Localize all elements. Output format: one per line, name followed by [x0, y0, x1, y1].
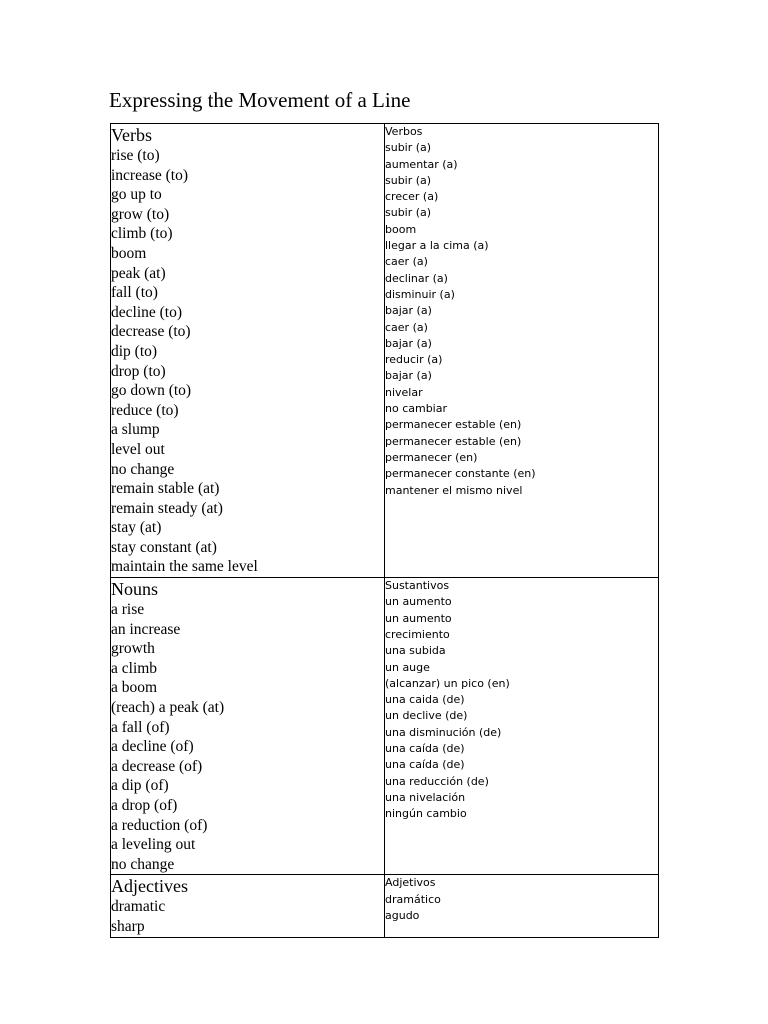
verbs-english-term: no change — [111, 460, 175, 478]
verbs-english-term: remain steady (at) — [111, 499, 223, 517]
verbs-row — [111, 124, 659, 578]
verbs-english-term: a slump — [111, 421, 160, 439]
nouns-english-term: a rise — [111, 601, 145, 619]
nouns-english-term: a decrease (of) — [111, 757, 203, 775]
verbs-spanish-term: nivelar — [385, 385, 423, 399]
verbs-english-term: climb (to) — [111, 225, 173, 243]
verbs-spanish-term: disminuir (a) — [385, 287, 455, 301]
adjectives-spanish-heading: Adjetivos — [385, 876, 436, 890]
verbs-english-term: go down (to) — [111, 382, 192, 400]
verbs-spanish-term: mantener el mismo nivel — [385, 483, 523, 497]
nouns-spanish-term: una disminución (de) — [385, 725, 502, 739]
verbs-english-term: level out — [111, 440, 165, 458]
verbs-english-term: boom — [111, 244, 147, 262]
nouns-spanish-term: (alcanzar) un pico (en) — [385, 676, 510, 690]
nouns-spanish-term: un aumento — [385, 611, 452, 625]
nouns-spanish-term: una caida (de) — [385, 693, 465, 707]
nouns-english-cell — [111, 578, 385, 875]
adjectives-english-heading: Adjectives — [111, 876, 188, 897]
verbs-spanish-term: bajar (a) — [385, 304, 432, 318]
nouns-spanish-term: una nivelación — [385, 790, 466, 804]
verbs-english-term: dip (to) — [111, 342, 158, 360]
verbs-spanish-term: aumentar (a) — [385, 157, 458, 171]
nouns-english-term: a drop (of) — [111, 797, 178, 814]
adjectives-spanish-cell — [385, 875, 659, 937]
nouns-spanish-term: una reducción (de) — [385, 774, 489, 788]
nouns-spanish-term: un auge — [385, 660, 430, 674]
adjectives-row — [111, 875, 659, 937]
nouns-english-term: no change — [111, 855, 175, 873]
verbs-english-cell — [111, 124, 385, 578]
nouns-spanish-term: crecimiento — [385, 627, 450, 641]
nouns-english-heading: Nouns — [111, 579, 159, 600]
nouns-spanish-term: ningún cambio — [385, 807, 467, 821]
verbs-spanish-term: subir (a) — [385, 141, 432, 155]
verbs-english-term: stay constant (at) — [111, 538, 217, 556]
verbs-english-term: increase (to) — [111, 166, 189, 184]
verbs-english-term: stay (at) — [111, 519, 162, 537]
nouns-spanish-heading: Sustantivos — [385, 579, 450, 593]
verbs-english-term: maintain the same level — [111, 558, 258, 576]
verbs-spanish-term: crecer (a) — [385, 190, 439, 204]
nouns-english-term: a boom — [111, 679, 158, 697]
verbs-english-term: fall (to) — [111, 284, 158, 302]
verbs-spanish-term: permanecer estable (en) — [385, 418, 522, 432]
verbs-english-term: grow (to) — [111, 205, 170, 223]
verbs-spanish-term: subir (a) — [385, 173, 432, 187]
verbs-spanish-term: caer (a) — [385, 255, 428, 269]
verbs-english-term: reduce (to) — [111, 401, 179, 419]
verbs-spanish-term: llegar a la cima (a) — [385, 239, 489, 253]
verbs-english-heading: Verbs — [111, 125, 152, 145]
nouns-english-term: a decline (of) — [111, 738, 194, 756]
verbs-spanish-term: permanecer constante (en) — [385, 467, 536, 481]
nouns-english-term: a fall (of) — [111, 718, 170, 736]
vocabulary-table — [110, 123, 659, 938]
verbs-spanish-term: permanecer estable (en) — [385, 434, 522, 448]
verbs-english-term: decline (to) — [111, 303, 183, 321]
verbs-spanish-cell — [385, 124, 659, 578]
nouns-spanish-term: una caída (de) — [385, 758, 465, 772]
nouns-spanish-term: un declive (de) — [385, 709, 468, 723]
nouns-english-term: a leveling out — [111, 836, 196, 854]
verbs-english-term: remain stable (at) — [111, 480, 220, 498]
verbs-spanish-heading: Verbos — [385, 125, 423, 138]
nouns-row — [111, 578, 659, 875]
verbs-english-term: drop (to) — [111, 362, 166, 380]
adjectives-spanish-term: dramático — [385, 892, 441, 906]
verbs-english-term: rise (to) — [111, 147, 160, 164]
verbs-english-term: go up to — [111, 186, 162, 204]
verbs-spanish-term: bajar (a) — [385, 336, 432, 350]
nouns-english-term: a reduction (of) — [111, 816, 208, 834]
verbs-spanish-term: reducir (a) — [385, 353, 443, 367]
verbs-spanish-term: boom — [385, 222, 417, 236]
nouns-english-term: growth — [111, 640, 155, 658]
adjectives-spanish-term: agudo — [385, 908, 420, 922]
adjectives-english-term: dramatic — [111, 898, 166, 916]
nouns-spanish-cell — [385, 578, 659, 875]
adjectives-english-term: sharp — [111, 917, 145, 935]
verbs-spanish-term: no cambiar — [385, 402, 448, 416]
verbs-spanish-term: bajar (a) — [385, 369, 432, 383]
page-title: Expressing the Movement of a Line — [109, 88, 411, 112]
nouns-english-term: an increase — [111, 620, 181, 638]
nouns-spanish-term: una subida — [385, 644, 446, 658]
nouns-spanish-term: una caída (de) — [385, 742, 465, 756]
verbs-spanish-term: caer (a) — [385, 320, 428, 334]
verbs-english-term: peak (at) — [111, 264, 166, 282]
nouns-spanish-term: un aumento — [385, 595, 452, 609]
adjectives-english-cell — [111, 875, 385, 937]
nouns-english-term: a climb — [111, 659, 158, 677]
verbs-spanish-term: declinar (a) — [385, 271, 448, 285]
verbs-spanish-term: subir (a) — [385, 206, 432, 220]
nouns-english-term: (reach) a peak (at) — [111, 699, 225, 717]
nouns-english-term: a dip (of) — [111, 777, 169, 795]
verbs-spanish-term: permanecer (en) — [385, 450, 478, 464]
verbs-english-term: decrease (to) — [111, 323, 191, 341]
